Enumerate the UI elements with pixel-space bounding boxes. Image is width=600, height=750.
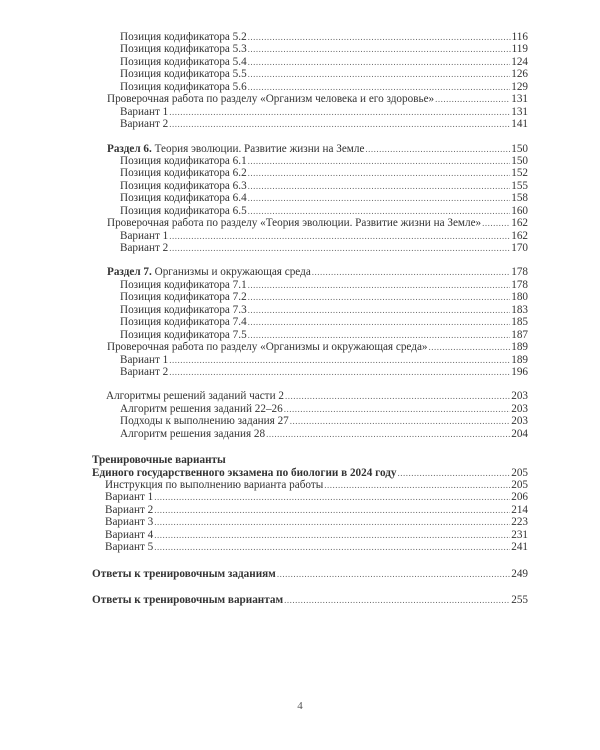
toc-entry: Алгоритм решения заданий 22–26 ..... 203 <box>120 403 528 415</box>
dot-leader <box>284 594 510 606</box>
toc-entry: Инструкция по выполнению варианта работы ..... 205 <box>105 479 528 491</box>
dot-leader <box>248 279 511 291</box>
toc-entry: Вариант 3 ..... 223 <box>105 516 528 528</box>
toc-entry: Позиция кодификатора 7.3 ..... 183 <box>120 304 528 316</box>
dot-leader <box>154 541 510 553</box>
toc-entry: Позиция кодификатора 5.2 ..... 116 <box>120 31 528 43</box>
toc-entry: Позиция кодификатора 5.4 ..... 124 <box>120 56 528 68</box>
dot-leader <box>285 390 510 402</box>
toc-entry: Алгоритм решения задания 28 ..... 204 <box>120 428 528 440</box>
spacer <box>0 131 600 143</box>
dot-leader <box>248 316 511 328</box>
dot-leader <box>435 93 510 105</box>
toc-entry: Вариант 2 ..... 214 <box>105 504 528 516</box>
toc-entry: Вариант 1 ..... 162 <box>120 230 528 242</box>
dot-leader <box>169 106 510 118</box>
dot-leader <box>248 180 511 192</box>
toc-entry-test: Проверочная работа по разделу «Теория эволюции. Развитие жизни на Земле» ..... 162 <box>107 217 528 229</box>
toc-entry: Вариант 1 ..... 131 <box>120 106 528 118</box>
section-heading: Раздел 7. Организмы и окружающая среда ..... 178 <box>107 266 528 278</box>
dot-leader <box>284 403 510 415</box>
section-7 <box>0 266 600 378</box>
dot-leader <box>248 81 511 93</box>
dot-leader <box>169 118 510 130</box>
toc-entry: Позиция кодификатора 6.5 ..... 160 <box>120 205 528 217</box>
toc-entry: Позиция кодификатора 6.2 ..... 152 <box>120 167 528 179</box>
dot-leader <box>429 341 511 353</box>
answers-variants-entry: Ответы к тренировочным вариантам ..... 255 <box>92 594 528 606</box>
dot-leader <box>266 428 510 440</box>
dot-leader <box>397 467 510 479</box>
toc-entry: Позиция кодификатора 7.5 ..... 187 <box>120 329 528 341</box>
toc-entry-test: Проверочная работа по разделу «Организм человека и его здоровье» ..... 131 <box>107 93 528 105</box>
dot-leader <box>154 516 510 528</box>
training-heading: Тренировочные варианты <box>92 454 226 467</box>
toc-entry: Вариант 1 ..... 189 <box>120 354 528 366</box>
toc-entry: Позиция кодификатора 5.5 ..... 126 <box>120 68 528 80</box>
section-5-continued <box>0 31 600 131</box>
toc-entry: Вариант 2 ..... 170 <box>120 242 528 254</box>
dot-leader <box>248 205 511 217</box>
dot-leader <box>312 266 510 278</box>
dot-leader <box>248 68 511 80</box>
toc-entry: Вариант 2 ..... 196 <box>120 366 528 378</box>
spacer <box>0 580 600 594</box>
toc-entry: Позиция кодификатора 6.1 ..... 150 <box>120 155 528 167</box>
toc-entry: Алгоритмы решений заданий части 2 ..... 203 <box>106 390 528 402</box>
dot-leader <box>248 43 511 55</box>
section-6 <box>0 143 600 255</box>
dot-leader <box>248 329 511 341</box>
toc-entry: Позиция кодификатора 6.4 ..... 158 <box>120 192 528 204</box>
dot-leader <box>248 56 511 68</box>
spacer <box>0 440 600 454</box>
dot-leader <box>248 155 511 167</box>
algorithms-section <box>0 390 600 440</box>
toc-entry: Позиция кодификатора 5.3 ..... 119 <box>120 43 528 55</box>
dot-leader <box>482 217 510 229</box>
page-number: 4 <box>297 700 303 712</box>
dot-leader <box>248 192 511 204</box>
toc-entry: Вариант 1 ..... 206 <box>105 491 528 503</box>
training-variants-section <box>0 454 600 554</box>
dot-leader <box>154 504 510 516</box>
toc-entry: Позиция кодификатора 7.2 ..... 180 <box>120 291 528 303</box>
toc-entry-test: Проверочная работа по разделу «Организмы и окружающая среда» ..... 189 <box>107 341 528 353</box>
section-heading: Единого государственного экзамена по биологии в 2024 году ..... 205 <box>92 467 528 479</box>
dot-leader <box>324 479 510 491</box>
toc-entry: Позиция кодификатора 7.4 ..... 185 <box>120 316 528 328</box>
toc-entry: Позиция кодификатора 5.6 ..... 129 <box>120 81 528 93</box>
spacer <box>0 378 600 390</box>
dot-leader <box>169 230 510 242</box>
dot-leader <box>248 291 511 303</box>
dot-leader <box>169 242 510 254</box>
dot-leader <box>248 31 511 43</box>
dot-leader <box>169 354 510 366</box>
dot-leader <box>365 143 510 155</box>
dot-leader <box>290 415 510 427</box>
toc-entry: Вариант 2 ..... 141 <box>120 118 528 130</box>
answers-tasks-entry: Ответы к тренировочным заданиям ..... 249 <box>92 568 528 580</box>
dot-leader <box>277 568 510 580</box>
toc-entry: Вариант 5 ..... 241 <box>105 541 528 553</box>
spacer <box>0 554 600 568</box>
dot-leader <box>248 167 511 179</box>
toc-entry: Подходы к выполнению задания 27 ..... 203 <box>120 415 528 427</box>
dot-leader <box>248 304 511 316</box>
toc-entry: Позиция кодификатора 6.3 ..... 155 <box>120 180 528 192</box>
toc-entry: Позиция кодификатора 7.1 ..... 178 <box>120 279 528 291</box>
spacer <box>0 254 600 266</box>
dot-leader <box>154 529 510 541</box>
table-of-contents <box>0 31 600 607</box>
dot-leader <box>154 491 510 503</box>
toc-entry: Вариант 4 ..... 231 <box>105 529 528 541</box>
dot-leader <box>169 366 510 378</box>
section-heading: Раздел 6. Теория эволюции. Развитие жизни на Земле ..... 150 <box>107 143 528 155</box>
